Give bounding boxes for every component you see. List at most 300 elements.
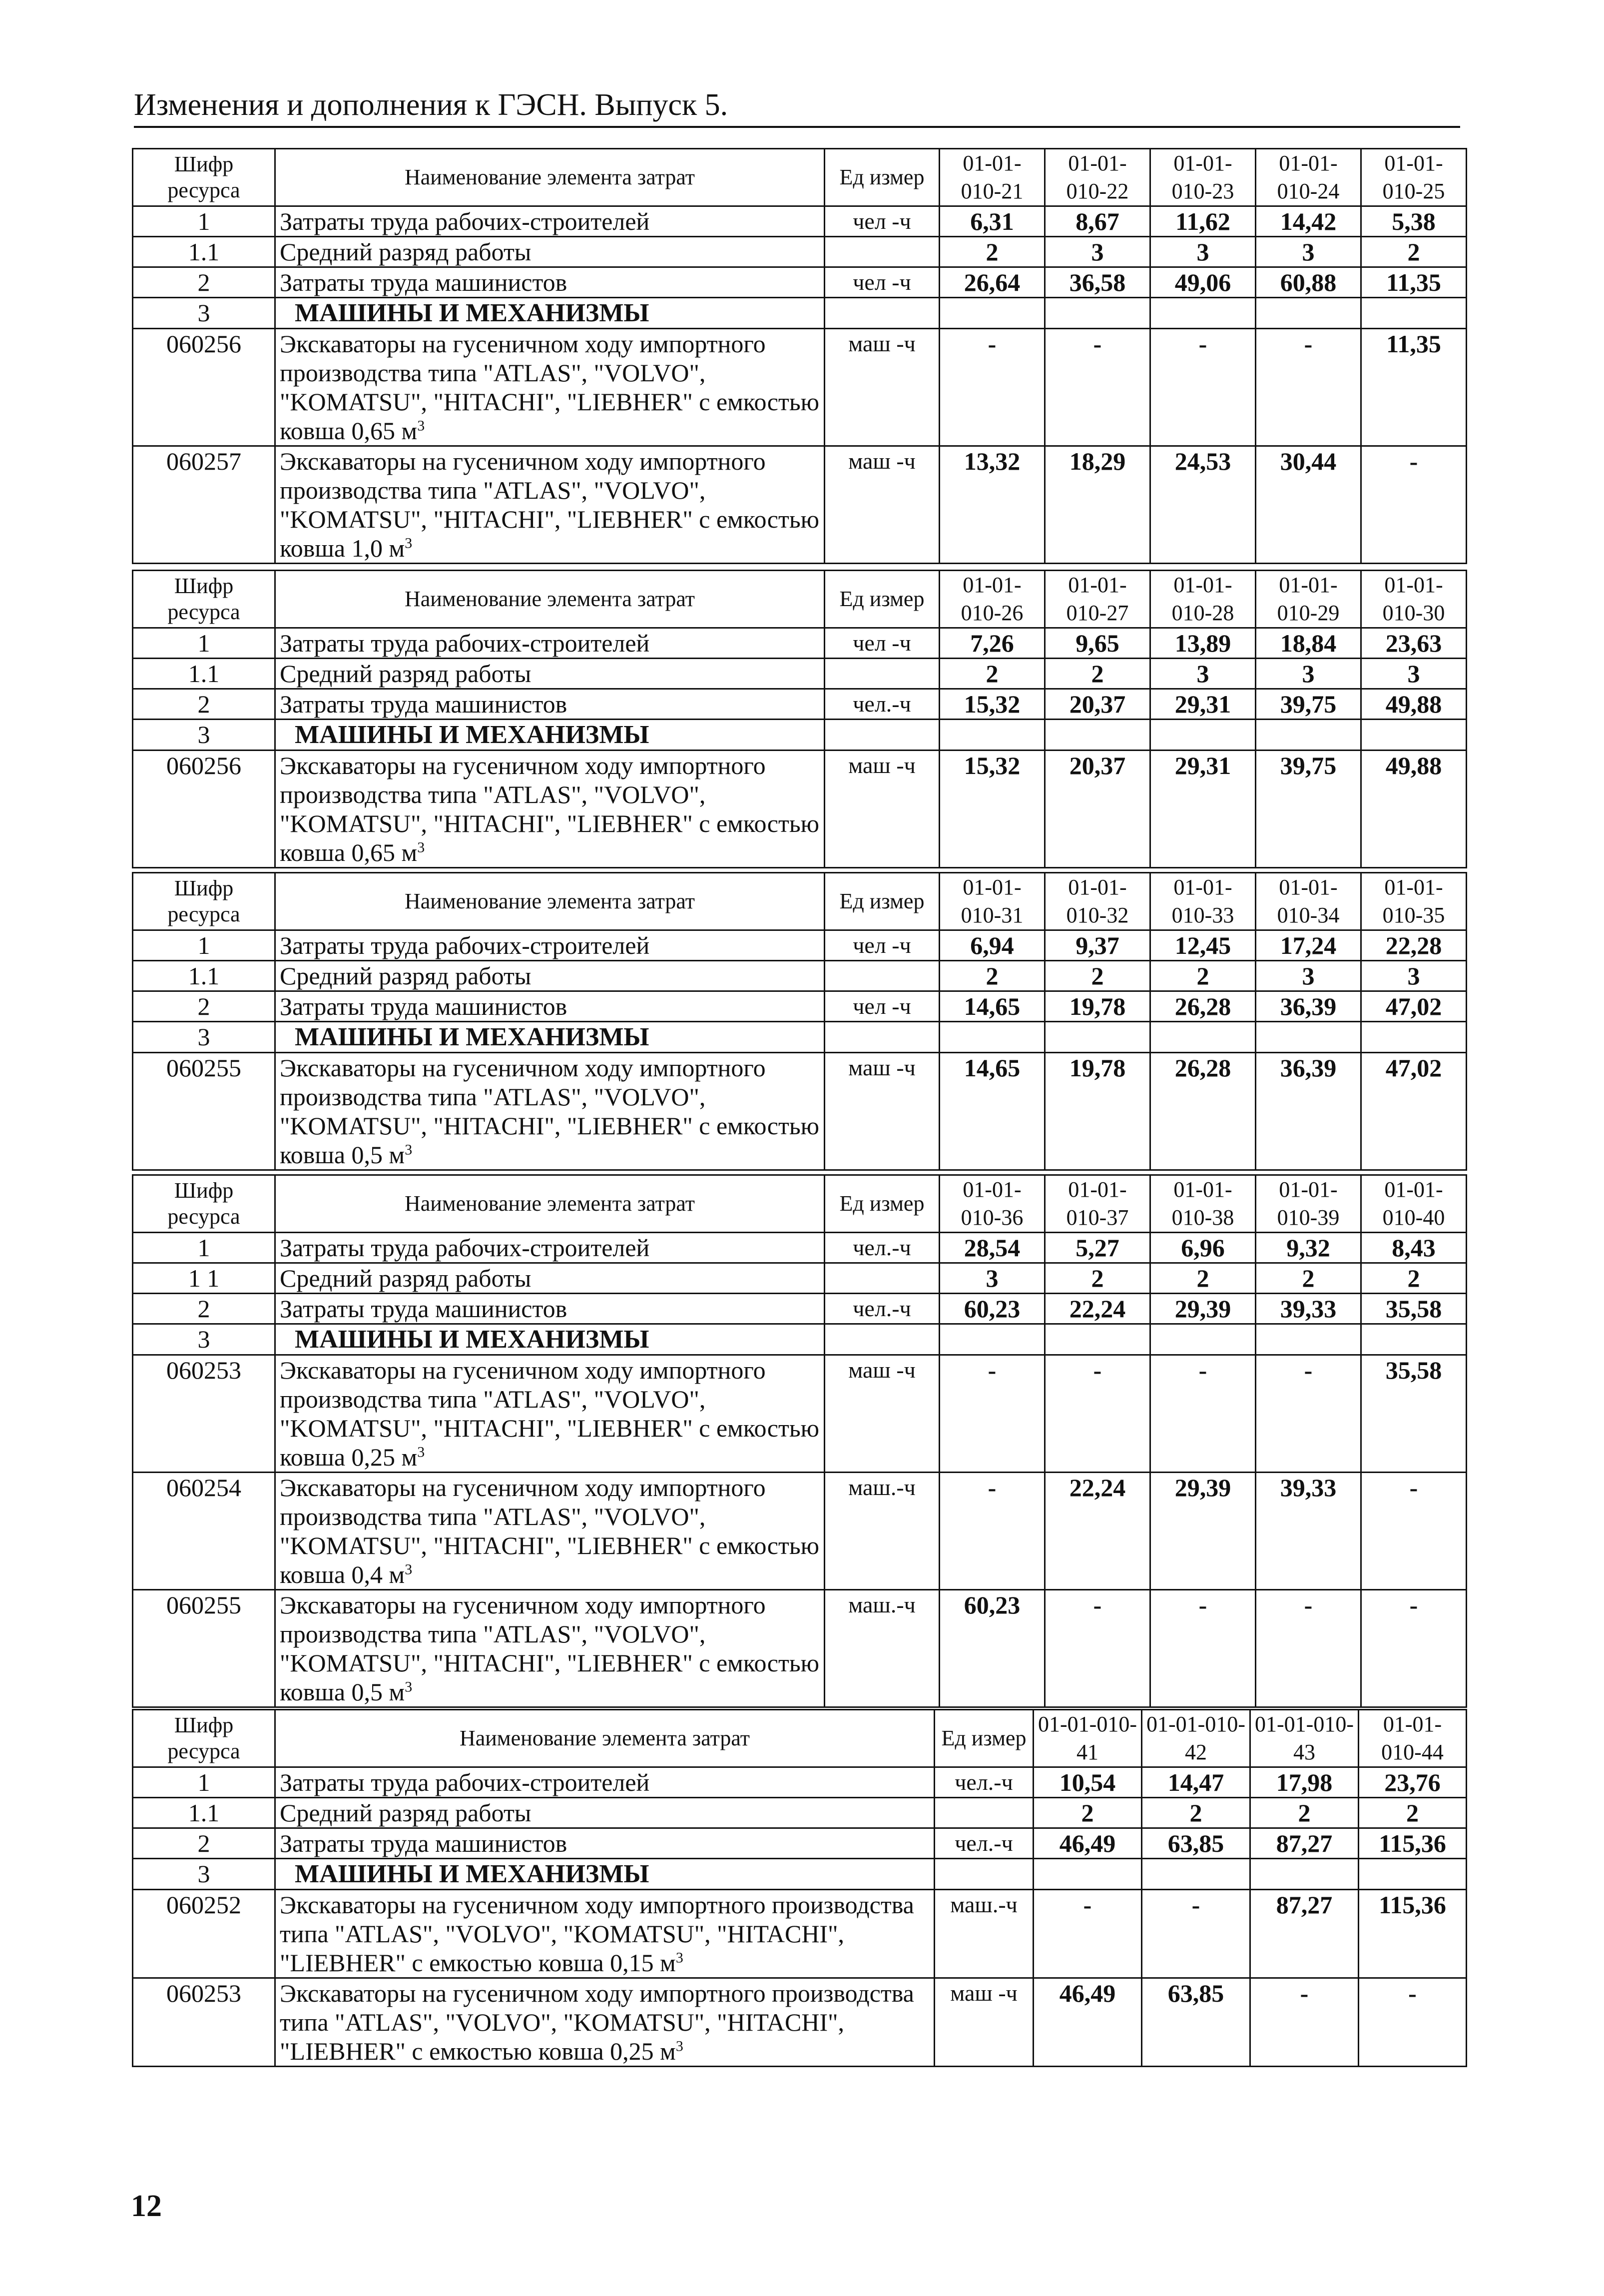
resource-code: 060253 (133, 1978, 275, 2067)
section-title-cell (275, 1022, 825, 1053)
resource-name: Экскаваторы на гусеничном ходу импортного производства типа "ATLAS", "VOLVO", "KOMATSU", "HITACHI", "LIEBHER" с емкостью ковша 0,15 м (280, 1891, 914, 1977)
table-header-row (133, 149, 1467, 206)
value-cell-empty (1045, 298, 1150, 329)
section-title-cell (275, 1859, 935, 1890)
resource-value: 2 (1045, 659, 1150, 689)
unit-superscript: 3 (405, 1141, 413, 1158)
resource-row (133, 1053, 1467, 1170)
resource-value: 20,37 (1045, 689, 1150, 720)
resource-value: 28,54 (940, 1233, 1045, 1263)
resource-value: - (1150, 1355, 1256, 1473)
resource-name-cell (275, 961, 825, 991)
resource-code: 060256 (133, 329, 275, 446)
norm-table (132, 1174, 1467, 1708)
header-norm-code: 01-01-010-24 (1256, 149, 1361, 206)
unit-cell-empty (825, 1022, 940, 1053)
resource-value: 26,28 (1150, 991, 1256, 1022)
header-norm-code: 01-01-010-33 (1150, 873, 1256, 930)
resource-value: 3 (1361, 961, 1467, 991)
resource-value: 6,96 (1150, 1233, 1256, 1263)
resource-row (133, 1978, 1467, 2067)
header-code-column: Шифр ресурса (133, 1710, 275, 1767)
resource-value: 39,33 (1256, 1294, 1361, 1324)
resource-value: 35,58 (1361, 1294, 1467, 1324)
resource-code: 1.1 (133, 961, 275, 991)
resource-code: 3 (133, 720, 275, 751)
resource-unit: чел.-ч (825, 689, 940, 720)
resource-value: - (1045, 329, 1150, 446)
resource-name-cell (275, 628, 825, 659)
norm-table-block-3 (132, 872, 1466, 1171)
resource-name-cell (275, 1828, 935, 1859)
header-norm-code: 01-01-010-34 (1256, 873, 1361, 930)
resource-name-cell (275, 1978, 935, 2067)
resource-unit: маш -ч (825, 1355, 940, 1473)
resource-row (133, 206, 1467, 237)
resource-value: 11,62 (1150, 206, 1256, 237)
resource-code: 1 (133, 930, 275, 961)
resource-code: 2 (133, 1294, 275, 1324)
value-cell-empty (1150, 1324, 1256, 1355)
resource-value: 22,28 (1361, 930, 1467, 961)
resource-code: 3 (133, 298, 275, 329)
norm-table-block-1 (132, 148, 1466, 564)
header-norm-code: 01-01-010-30 (1361, 571, 1467, 628)
header-norm-code: 01-01-010-26 (940, 571, 1045, 628)
resource-unit (825, 1263, 940, 1294)
value-cell-empty (1045, 1022, 1150, 1053)
resource-value: 29,31 (1150, 751, 1256, 868)
resource-name: Затраты труда машинистов (280, 690, 567, 718)
resource-name-cell (275, 930, 825, 961)
resource-value: 35,58 (1361, 1355, 1467, 1473)
resource-name: Экскаваторы на гусеничном ходу импортного производства типа "ATLAS", "VOLVO", "KOMATSU", "HITACHI", "LIEBHER" с емкостью ковша 0,5 м (280, 1591, 819, 1706)
resource-value: 5,38 (1361, 206, 1467, 237)
resource-name: Средний разряд работы (280, 962, 532, 990)
resource-code: 060255 (133, 1053, 275, 1170)
value-cell-empty (1256, 1022, 1361, 1053)
resource-value: 6,94 (940, 930, 1045, 961)
resource-value: - (940, 1355, 1045, 1473)
resource-code: 1 (133, 1767, 275, 1798)
resource-code: 060252 (133, 1890, 275, 1978)
header-norm-code: 01-01-010-40 (1361, 1175, 1467, 1233)
resource-value: 9,65 (1045, 628, 1150, 659)
resource-value: 2 (940, 237, 1045, 267)
norm-table-block-2 (132, 570, 1466, 868)
unit-superscript: 3 (675, 2038, 683, 2055)
resource-name-cell (275, 1355, 825, 1473)
resource-code: 3 (133, 1859, 275, 1890)
section-title-cell (275, 1324, 825, 1355)
value-cell-empty (1034, 1859, 1142, 1890)
header-norm-code: 01-01-010-29 (1256, 571, 1361, 628)
resource-unit: чел -ч (825, 628, 940, 659)
section-title-cell (275, 720, 825, 751)
resource-name-cell (275, 689, 825, 720)
resource-value: 19,78 (1045, 1053, 1150, 1170)
resource-value: - (1361, 1590, 1467, 1707)
unit-cell-empty (825, 1324, 940, 1355)
section-title: МАШИНЫ И МЕХАНИЗМЫ (295, 721, 649, 749)
resource-row (133, 1233, 1467, 1263)
section-row (133, 1022, 1467, 1053)
section-title: МАШИНЫ И МЕХАНИЗМЫ (295, 1023, 649, 1051)
resource-code: 1 1 (133, 1263, 275, 1294)
resource-code: 060254 (133, 1473, 275, 1590)
resource-value: 11,35 (1361, 329, 1467, 446)
resource-value: 17,24 (1256, 930, 1361, 961)
resource-code: 1.1 (133, 659, 275, 689)
norm-table (132, 1709, 1467, 2067)
header-code-column: Шифр ресурса (133, 1175, 275, 1233)
resource-value: 47,02 (1361, 1053, 1467, 1170)
resource-value: - (1045, 1355, 1150, 1473)
resource-value: 18,29 (1045, 446, 1150, 564)
resource-value: - (1250, 1978, 1359, 2067)
unit-superscript: 3 (405, 1678, 413, 1695)
resource-value: 49,88 (1361, 689, 1467, 720)
resource-value: 3 (1045, 237, 1150, 267)
resource-value: 14,65 (940, 1053, 1045, 1170)
resource-value: - (1256, 1355, 1361, 1473)
resource-unit: чел -ч (825, 206, 940, 237)
norm-table (132, 148, 1467, 564)
resource-value: 60,88 (1256, 267, 1361, 298)
resource-name-cell (275, 991, 825, 1022)
resource-value: 3 (1256, 961, 1361, 991)
page-header: Изменения и дополнения к ГЭСН. Выпуск 5. (134, 85, 1460, 128)
header-norm-code: 01-01-010-25 (1361, 149, 1467, 206)
resource-unit (825, 659, 940, 689)
resource-name: Средний разряд работы (280, 660, 532, 688)
resource-value: 49,88 (1361, 751, 1467, 868)
resource-row (133, 267, 1467, 298)
resource-row (133, 930, 1467, 961)
value-cell-empty (1359, 1859, 1467, 1890)
resource-name: Экскаваторы на гусеничном ходу импортного производства типа "ATLAS", "VOLVO", "KOMATSU", "HITACHI", "LIEBHER" с емкостью ковша 1,0 м (280, 447, 819, 562)
value-cell-empty (1150, 298, 1256, 329)
resource-name: Экскаваторы на гусеничном ходу импортного производства типа "ATLAS", "VOLVO", "KOMATSU", "HITACHI", "LIEBHER" с емкостью ковша 0,4 м (280, 1474, 819, 1588)
resource-name: Экскаваторы на гусеничном ходу импортного производства типа "ATLAS", "VOLVO", "KOMATSU", "HITACHI", "LIEBHER" с емкостью ковша 0,25 м (280, 1979, 914, 2065)
resource-value: 18,84 (1256, 628, 1361, 659)
resource-code: 2 (133, 991, 275, 1022)
resource-row (133, 961, 1467, 991)
resource-value: 115,36 (1359, 1828, 1467, 1859)
resource-row (133, 1294, 1467, 1324)
resource-value: 2 (1045, 1263, 1150, 1294)
resource-row (133, 1767, 1467, 1798)
header-code-column: Шифр ресурса (133, 571, 275, 628)
header-norm-code: 01-01-010-27 (1045, 571, 1150, 628)
resource-value: - (940, 1473, 1045, 1590)
section-row (133, 720, 1467, 751)
resource-name: Экскаваторы на гусеничном ходу импортного производства типа "ATLAS", "VOLVO", "KOMATSU", "HITACHI", "LIEBHER" с емкостью ковша 0,65 м (280, 752, 819, 866)
resource-value: 2 (1150, 1263, 1256, 1294)
resource-value: 115,36 (1359, 1890, 1467, 1978)
header-norm-code: 01-01-010-43 (1250, 1710, 1359, 1767)
resource-unit: чел.-ч (935, 1767, 1034, 1798)
section-title-cell (275, 298, 825, 329)
resource-name-cell (275, 1263, 825, 1294)
resource-value: - (1256, 329, 1361, 446)
resource-value: 2 (1045, 961, 1150, 991)
resource-value: 46,49 (1034, 1978, 1142, 2067)
resource-row (133, 1590, 1467, 1707)
header-code-column: Шифр ресурса (133, 149, 275, 206)
header-name-column: Наименование элемента затрат (275, 1175, 825, 1233)
resource-value: 3 (1150, 237, 1256, 267)
resource-row (133, 1355, 1467, 1473)
header-unit-column: Ед измер (825, 873, 940, 930)
resource-name-cell (275, 329, 825, 446)
resource-value: 39,75 (1256, 751, 1361, 868)
resource-value: 46,49 (1034, 1828, 1142, 1859)
header-norm-code: 01-01-010-36 (940, 1175, 1045, 1233)
resource-name: Затраты труда рабочих-строителей (280, 1234, 650, 1262)
resource-value: 39,33 (1256, 1473, 1361, 1590)
resource-value: 3 (1361, 659, 1467, 689)
resource-name: Затраты труда машинистов (280, 992, 567, 1020)
resource-value: 47,02 (1361, 991, 1467, 1022)
unit-superscript: 3 (417, 417, 425, 434)
resource-code: 1 (133, 206, 275, 237)
resource-unit (825, 237, 940, 267)
resource-value: 2 (1250, 1798, 1359, 1828)
header-norm-code: 01-01-010-41 (1034, 1710, 1142, 1767)
resource-value: - (1361, 1473, 1467, 1590)
resource-value: - (1150, 329, 1256, 446)
resource-code: 1 (133, 628, 275, 659)
value-cell-empty (940, 1022, 1045, 1053)
header-unit-column: Ед измер (825, 149, 940, 206)
resource-name: Затраты труда рабочих-строителей (280, 931, 650, 959)
resource-value: 87,27 (1250, 1890, 1359, 1978)
resource-code: 3 (133, 1324, 275, 1355)
resource-value: 23,63 (1361, 628, 1467, 659)
section-row (133, 1324, 1467, 1355)
resource-value: 3 (1256, 237, 1361, 267)
resource-value: 8,43 (1361, 1233, 1467, 1263)
resource-value: - (1034, 1890, 1142, 1978)
norm-table-block-5 (132, 1709, 1466, 2067)
value-cell-empty (940, 1324, 1045, 1355)
resource-code: 060256 (133, 751, 275, 868)
unit-superscript: 3 (417, 839, 425, 856)
resource-value: 5,27 (1045, 1233, 1150, 1263)
header-norm-code: 01-01-010-38 (1150, 1175, 1256, 1233)
resource-unit: маш -ч (825, 446, 940, 564)
header-name-column: Наименование элемента затрат (275, 873, 825, 930)
resource-value: 36,39 (1256, 991, 1361, 1022)
value-cell-empty (1250, 1859, 1359, 1890)
resource-name-cell (275, 237, 825, 267)
resource-row (133, 329, 1467, 446)
resource-value: 29,39 (1150, 1473, 1256, 1590)
resource-value: - (940, 329, 1045, 446)
resource-value: 60,23 (940, 1294, 1045, 1324)
norm-table-block-4 (132, 1174, 1466, 1708)
value-cell-empty (1361, 1022, 1467, 1053)
resource-value: 39,75 (1256, 689, 1361, 720)
resource-row (133, 1263, 1467, 1294)
resource-value: 3 (940, 1263, 1045, 1294)
value-cell-empty (1256, 720, 1361, 751)
resource-unit: чел.-ч (825, 1294, 940, 1324)
resource-name-cell (275, 1233, 825, 1263)
resource-value: 36,58 (1045, 267, 1150, 298)
resource-name: Экскаваторы на гусеничном ходу импортного производства типа "ATLAS", "VOLVO", "KOMATSU", "HITACHI", "LIEBHER" с емкостью ковша 0,5 м (280, 1054, 819, 1169)
resource-value: 2 (1142, 1798, 1250, 1828)
resource-value: 26,64 (940, 267, 1045, 298)
header-norm-code: 01-01-010-35 (1361, 873, 1467, 930)
resource-row (133, 1473, 1467, 1590)
section-title: МАШИНЫ И МЕХАНИЗМЫ (295, 299, 649, 327)
resource-row (133, 1798, 1467, 1828)
value-cell-empty (1150, 1022, 1256, 1053)
resource-value: - (1256, 1590, 1361, 1707)
resource-value: 9,37 (1045, 930, 1150, 961)
header-norm-code: 01-01-010-31 (940, 873, 1045, 930)
resource-name-cell (275, 1473, 825, 1590)
resource-value: 12,45 (1150, 930, 1256, 961)
section-row (133, 298, 1467, 329)
resource-unit: чел -ч (825, 930, 940, 961)
unit-superscript: 3 (417, 1444, 425, 1461)
resource-value: 19,78 (1045, 991, 1150, 1022)
resource-unit: чел.-ч (935, 1828, 1034, 1859)
resource-row (133, 1828, 1467, 1859)
unit-cell-empty (825, 720, 940, 751)
value-cell-empty (1361, 720, 1467, 751)
resource-value: 63,85 (1142, 1828, 1250, 1859)
resource-code: 1.1 (133, 1798, 275, 1828)
resource-value: - (1142, 1890, 1250, 1978)
resource-name-cell (275, 1590, 825, 1707)
resource-value: 24,53 (1150, 446, 1256, 564)
resource-name: Затраты труда рабочих-строителей (280, 207, 650, 235)
resource-name-cell (275, 659, 825, 689)
resource-code: 2 (133, 1828, 275, 1859)
resource-code: 060255 (133, 1590, 275, 1707)
resource-value: - (1045, 1590, 1150, 1707)
resource-value: 36,39 (1256, 1053, 1361, 1170)
resource-name-cell (275, 751, 825, 868)
resource-name: Средний разряд работы (280, 238, 532, 266)
resource-unit: маш.-ч (825, 1473, 940, 1590)
resource-code: 2 (133, 267, 275, 298)
resource-value: 87,27 (1250, 1828, 1359, 1859)
resource-unit: маш.-ч (825, 1590, 940, 1707)
resource-name-cell (275, 267, 825, 298)
resource-value: 15,32 (940, 689, 1045, 720)
resource-name: Экскаваторы на гусеничном ходу импортного производства типа "ATLAS", "VOLVO", "KOMATSU", "HITACHI", "LIEBHER" с емкостью ковша 0,25 м (280, 1356, 819, 1471)
resource-unit (825, 961, 940, 991)
resource-row (133, 1890, 1467, 1978)
resource-value: 29,31 (1150, 689, 1256, 720)
value-cell-empty (1150, 720, 1256, 751)
resource-name: Затраты труда рабочих-строителей (280, 1768, 650, 1796)
header-norm-code: 01-01-010-28 (1150, 571, 1256, 628)
unit-superscript: 3 (675, 1949, 683, 1966)
resource-value: 13,89 (1150, 628, 1256, 659)
resource-name-cell (275, 446, 825, 564)
resource-value: 30,44 (1256, 446, 1361, 564)
resource-row (133, 446, 1467, 564)
resource-value: 29,39 (1150, 1294, 1256, 1324)
header-norm-code: 01-01-010-42 (1142, 1710, 1250, 1767)
header-norm-code: 01-01-010-39 (1256, 1175, 1361, 1233)
value-cell-empty (1361, 1324, 1467, 1355)
resource-value: 7,26 (940, 628, 1045, 659)
resource-value: 14,42 (1256, 206, 1361, 237)
header-norm-code: 01-01-010-23 (1150, 149, 1256, 206)
resource-value: 26,28 (1150, 1053, 1256, 1170)
resource-unit: маш -ч (825, 329, 940, 446)
resource-name-cell (275, 1890, 935, 1978)
header-norm-code: 01-01-010-37 (1045, 1175, 1150, 1233)
resource-value: 15,32 (940, 751, 1045, 868)
resource-name: Затраты труда рабочих-строителей (280, 629, 650, 657)
resource-value: 11,35 (1361, 267, 1467, 298)
value-cell-empty (1361, 298, 1467, 329)
resource-value: 2 (1150, 961, 1256, 991)
resource-value: - (1359, 1978, 1467, 2067)
resource-name-cell (275, 206, 825, 237)
header-norm-code: 01-01-010-22 (1045, 149, 1150, 206)
resource-value: 2 (1361, 237, 1467, 267)
unit-superscript: 3 (405, 1561, 413, 1578)
resource-value: 3 (1256, 659, 1361, 689)
resource-name-cell (275, 1294, 825, 1324)
resource-row (133, 689, 1467, 720)
section-title: МАШИНЫ И МЕХАНИЗМЫ (295, 1325, 649, 1354)
resource-unit: чел -ч (825, 267, 940, 298)
unit-cell-empty (825, 298, 940, 329)
header-norm-code: 01-01-010-21 (940, 149, 1045, 206)
resource-name: Затраты труда машинистов (280, 268, 567, 296)
resource-value: 8,67 (1045, 206, 1150, 237)
resource-value: 60,23 (940, 1590, 1045, 1707)
value-cell-empty (940, 298, 1045, 329)
resource-value: 22,24 (1045, 1473, 1150, 1590)
table-header-row (133, 571, 1467, 628)
value-cell-empty (1142, 1859, 1250, 1890)
resource-value: 17,98 (1250, 1767, 1359, 1798)
resource-unit: маш -ч (825, 751, 940, 868)
resource-value: 2 (1256, 1263, 1361, 1294)
resource-value: 2 (1359, 1798, 1467, 1828)
header-norm-code: 01-01-010-44 (1359, 1710, 1467, 1767)
resource-unit: маш -ч (935, 1978, 1034, 2067)
resource-value: - (1361, 446, 1467, 564)
resource-name: Средний разряд работы (280, 1799, 532, 1827)
resource-value: 2 (940, 961, 1045, 991)
resource-unit: маш -ч (825, 1053, 940, 1170)
table-header-row (133, 1710, 1467, 1767)
resource-code: 060253 (133, 1355, 275, 1473)
resource-row (133, 659, 1467, 689)
resource-code: 2 (133, 689, 275, 720)
resource-value: 49,06 (1150, 267, 1256, 298)
resource-row (133, 751, 1467, 868)
unit-cell-empty (935, 1859, 1034, 1890)
resource-value: 3 (1150, 659, 1256, 689)
resource-value: 14,65 (940, 991, 1045, 1022)
resource-value: 2 (940, 659, 1045, 689)
section-title: МАШИНЫ И МЕХАНИЗМЫ (295, 1860, 649, 1888)
resource-name: Средний разряд работы (280, 1264, 532, 1292)
